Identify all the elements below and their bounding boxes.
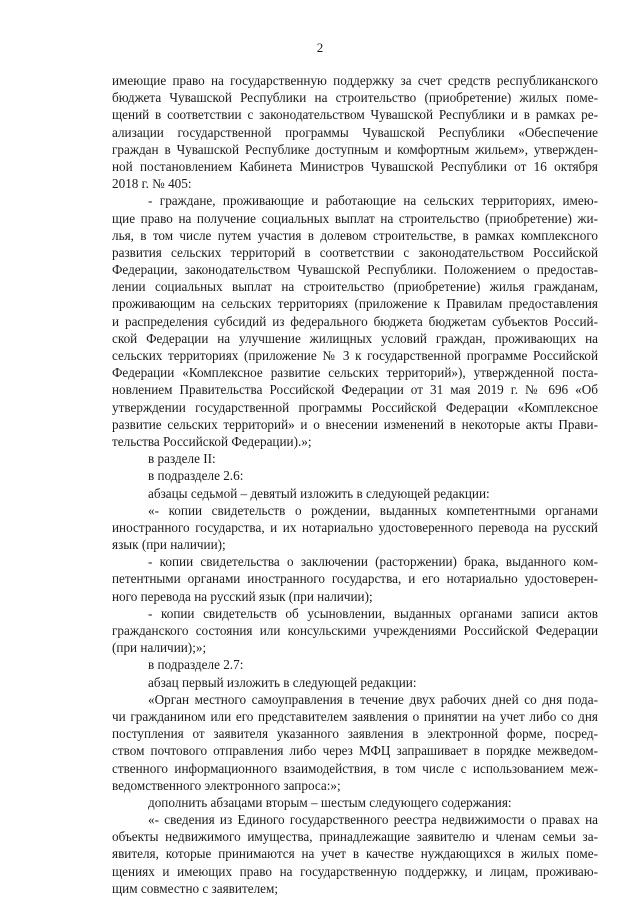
text-line: в подразделе 2.6:: [148, 468, 244, 484]
text-line: «- копии свидетельств о рождении, выданных компетентными органами: [148, 502, 598, 518]
text-line: бюджета Чувашской Республики на строительство (приобретение) жилых поме-: [112, 90, 598, 106]
text-line: щениях и имеющих право на государственную поддержку, и лицам, проживаю-: [112, 863, 598, 879]
text-line: ской Федерации на улучшение жилищных условий граждан, проживающих на: [112, 330, 598, 346]
text-line: развития сельских территорий в соответствии с законодательством Российской: [112, 244, 598, 260]
text-line: «Орган местного самоуправления в течение двух рабочих дней со дня пода-: [148, 691, 598, 707]
text-line: в разделе II:: [148, 451, 216, 467]
text-line: новлением Правительства Российской Федерации от 31 мая 2019 г. № 696 «Об: [112, 382, 598, 398]
text-line: имеющие право на государственную поддержку за счет средств республиканского: [112, 73, 598, 88]
text-line: утверждении государственной программы Российской Федерации «Комплексное: [112, 399, 598, 415]
text-line: - граждане, проживающие и работающие на сельских территориях, имею-: [148, 193, 598, 209]
document-body: [112, 72, 598, 897]
text-line: ной постановлением Кабинета Министров Чувашской Республики от 16 октября: [112, 158, 598, 174]
page-number: 2: [316, 40, 324, 55]
text-line: - копии свидетельства о заключении (расторжении) брака, выданного ком-: [148, 554, 598, 570]
text-line: чи гражданином или его представителем заявления о принятии на учет либо со дня: [112, 708, 598, 724]
text-line: петентными органами иностранного государства, и его нотариально удостоверен-: [112, 571, 598, 587]
text-line: ведомственного электронного запроса:»;: [112, 777, 341, 793]
text-line: язык (при наличии);: [112, 537, 226, 553]
text-line: Федерации «Комплексное развитие сельских территорий»), утвержденной поста-: [112, 365, 598, 381]
text-line: ством почтового отправления либо через МФЦ запрашивает в порядке межведом-: [112, 743, 598, 759]
text-line: и распределения субсидий из федерального бюджета бюджетам субъектов Россий-: [112, 313, 598, 329]
text-line: явителя, которые принимаются на учет в качестве нуждающихся в жилых поме-: [112, 846, 598, 862]
text-line: ного перевода на русский язык (при наличии);: [112, 588, 373, 604]
text-line: Федерации, законодательством Чувашской Республики. Положением о предостав-: [112, 262, 598, 278]
text-line: лья, в том числе путем участия в долевом строительстве, в рамках комплексного: [112, 227, 598, 243]
text-line: тельства Российской Федерации).»;: [112, 433, 312, 449]
text-line: развитие сельских территорий» и о внесении изменений в некоторые акты Прави-: [112, 416, 598, 432]
text-line: в подразделе 2.7:: [148, 657, 244, 673]
text-line: проживающим на сельских территориях (приложение к Правилам предоставления: [112, 296, 598, 312]
text-line: граждан в Чувашской Республике доступным и комфортным жильем», утвержден-: [112, 141, 598, 157]
text-line: - копии свидетельств об усыновлении, выданных органами записи актов: [148, 605, 598, 621]
text-line: щим совместно с заявителем;: [112, 880, 279, 896]
text-line: сельских территориях (приложение № 3 к государственной программе Российской: [112, 348, 598, 363]
text-line: 2018 г. № 405:: [112, 176, 192, 192]
text-line: (при наличии);»;: [112, 640, 207, 656]
text-line: абзацы седьмой – девятый изложить в следующей редакции:: [148, 485, 490, 501]
text-line: гражданского состояния или консульскими учреждениями Российской Федерации: [112, 623, 598, 638]
text-line: щений в соответствии с законодательством Чувашской Республики и в рамках ре-: [112, 107, 598, 123]
text-line: ственного информационного взаимодействия, в том числе с использованием меж-: [112, 760, 598, 776]
text-line: иностранного государства, и их нотариально удостоверенного перевода на русский: [112, 519, 598, 535]
text-line: «- сведения из Единого государственного реестра недвижимости о правах на: [148, 812, 598, 828]
text-line: объекты недвижимого имущества, принадлежащие заявителю и членам семьи за-: [112, 829, 598, 845]
text-line: ализации государственной программы Чувашской Республики «Обеспечение: [112, 124, 598, 140]
text-line: дополнить абзацами вторым – шестым следующего содержания:: [148, 794, 512, 810]
text-line: щие право на получение социальных выплат на строительство (приобретение) жи-: [112, 210, 598, 226]
text-line: поступления от заявителя указанного заявления в электронной форме, посред-: [112, 726, 598, 742]
text-line: абзац первый изложить в следующей редакции:: [148, 674, 417, 690]
text-line: лении социальных выплат на строительство (приобретение) жилья гражданам,: [112, 279, 598, 295]
